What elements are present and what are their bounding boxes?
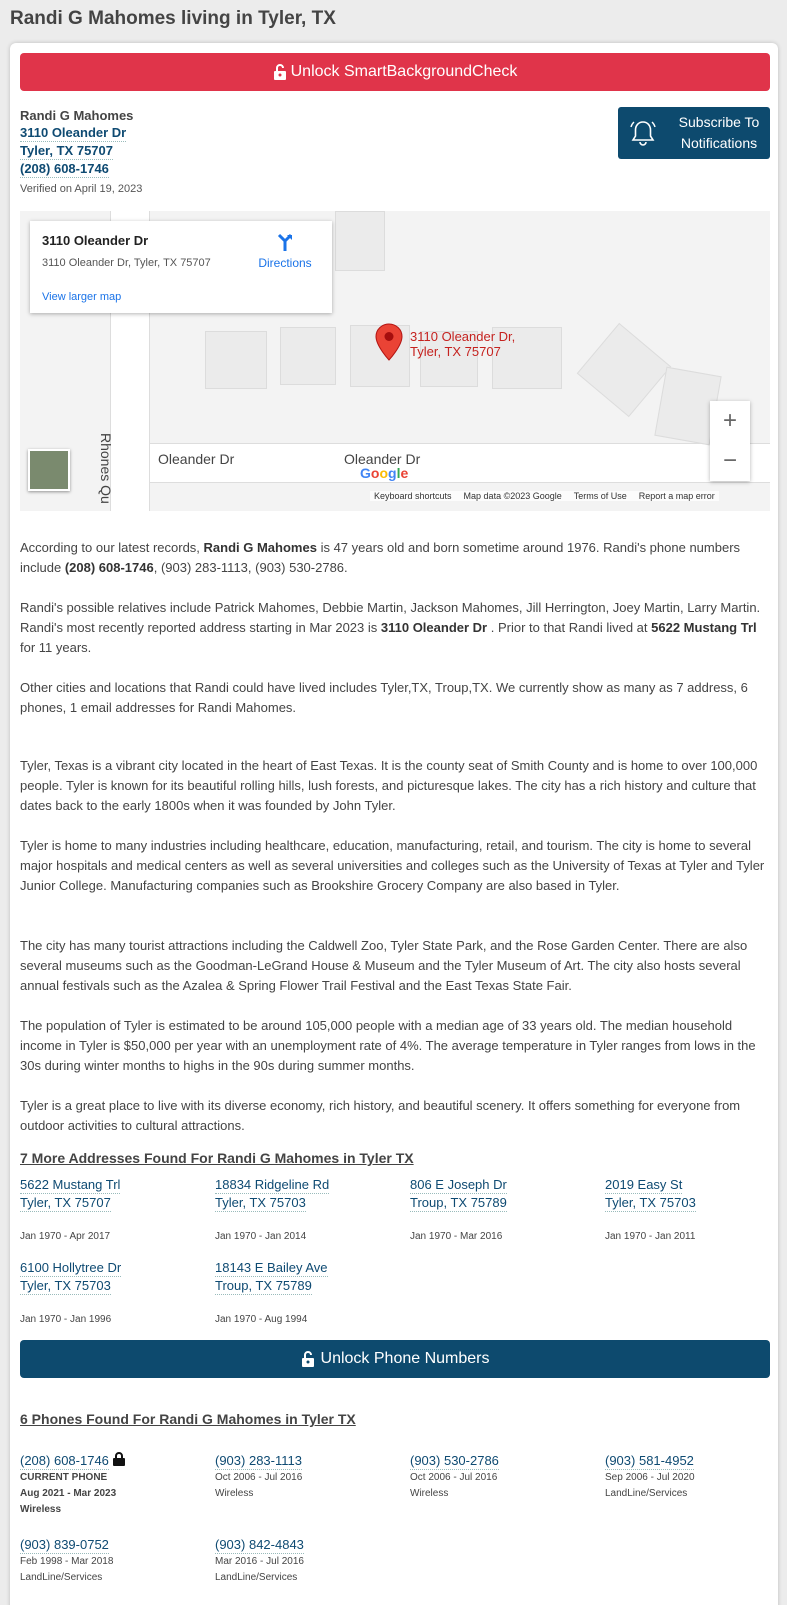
map-pin-line2: Tyler, TX 75707 (410, 344, 501, 359)
report-map-error-link[interactable]: Report a map error (638, 491, 715, 501)
phone-dates: Oct 2006 - Jul 2016 (410, 1472, 498, 1483)
city-paragraph-2: Tyler is home to many industries including healthcare, education, manufacturing, retail, and tourism. The city is home to several major hospitals and medical centers as well as several universities and colleges such as the University of Texas at Tyler and Tyler Junior College. Manufacturing companies such as Brookshire Grocery Company are also based in Tyler. (20, 838, 765, 893)
person-phone-link[interactable]: (208) 608-1746 (20, 161, 109, 176)
map-lot (577, 323, 672, 417)
map-footer (370, 491, 719, 501)
phone-type: LandLine/Services (215, 1572, 298, 1583)
subscribe-line2: Notifications (680, 135, 758, 151)
terms-of-use-link[interactable]: Terms of Use (573, 491, 627, 501)
phone-item[interactable] (410, 1452, 499, 1502)
directions-icon (275, 233, 295, 253)
current-phone-label: CURRENT PHONE (20, 1472, 108, 1483)
person-contact (20, 107, 133, 178)
map-lot (335, 211, 385, 271)
map-street-label-vertical: Rhones Qu (98, 433, 114, 504)
address-item[interactable]: 806 E Joseph Dr Troup, TX 75789 Jan 1970 - Mar 2016 (410, 1177, 507, 1242)
city-paragraph-3: The city has many tourist attractions including the Caldwell Zoo, Tyler State Park, and the Rose Garden Center. There are also several museums such as the Goodman-LeGrand House & Museum and the Tyler Museum of Art. The city also hosts several annual festivals such as the Azalea & Spring Flower Trail Festival and the East Texas State Fair. (20, 938, 748, 993)
unlock-background-check-label: Unlock SmartBackgroundCheck (290, 63, 518, 80)
map-road-horizontal (150, 443, 770, 483)
phone-item[interactable] (20, 1536, 113, 1586)
page-title: Randi G Mahomes living in Tyler, TX (10, 8, 336, 29)
phone-type: Wireless (215, 1488, 254, 1499)
address-item[interactable]: 6100 Hollytree Dr Tyler, TX 75703 Jan 1970 - Jan 1996 (20, 1260, 122, 1325)
phone-dates: Oct 2006 - Jul 2016 (215, 1472, 303, 1483)
zoom-in-button[interactable]: + (722, 407, 737, 434)
phone-dates: Mar 2016 - Jul 2016 (215, 1556, 304, 1567)
summary-paragraph-3: Other cities and locations that Randi could have lived includes Tyler,TX, Troup,TX. We currently show as many as 7 address, 6 phones, 1 email addresses for Randi Mahomes. (20, 680, 748, 715)
verified-date: Verified on April 19, 2023 (20, 183, 143, 195)
subscribe-notifications-button[interactable] (618, 107, 770, 159)
phone-number[interactable]: (903) 581-4952 (605, 1453, 694, 1468)
phone-number[interactable]: (903) 839-0752 (20, 1537, 109, 1552)
phone-type: LandLine/Services (605, 1488, 688, 1499)
phone-type: Wireless (410, 1488, 449, 1499)
address-item[interactable]: 2019 Easy St Tyler, TX 75703 Jan 1970 - Jan 2011 (605, 1177, 696, 1242)
map-street-label: Oleander Dr (344, 451, 421, 467)
phone-item[interactable] (20, 1452, 125, 1518)
addresses-section-title: 7 More Addresses Found For Randi G Mahomes in Tyler TX (20, 1150, 414, 1166)
phone-type: Wireless (20, 1504, 62, 1515)
map-pin-line1: 3110 Oleander Dr, (410, 329, 516, 344)
address-item[interactable]: 18834 Ridgeline Rd Tyler, TX 75703 Jan 1970 - Jan 2014 (215, 1177, 330, 1242)
address-item[interactable]: 18143 E Bailey Ave Troup, TX 75789 Jan 1970 - Aug 1994 (215, 1260, 328, 1325)
map-popup-title: 3110 Oleander Dr (42, 233, 149, 248)
city-paragraph-4: The population of Tyler is estimated to be around 105,000 people with a median age of 33 years old. The median household income in Tyler is $50,000 per year with an unemployment rate of 4%. The average temperature in Tyler ranges from lows in the 30s during winter months to highs in the 90s during summer months. (20, 1018, 756, 1073)
map-popup-address: 3110 Oleander Dr, Tyler, TX 75707 (42, 257, 211, 269)
person-street-link[interactable]: 3110 Oleander Dr (20, 125, 127, 140)
unlock-icon (273, 64, 287, 80)
phone-dates: Sep 2006 - Jul 2020 (605, 1472, 695, 1483)
unlock-phone-numbers-label: Unlock Phone Numbers (320, 1350, 490, 1367)
map-data-label: Map data ©2023 Google (463, 491, 562, 501)
city-paragraph-1: Tyler, Texas is a vibrant city located in the heart of East Texas. It is the county seat of Smith County and is home to over 100,000 people. Tyler is known for its beautiful rolling hills, lush forests, and picturesque lakes. The city has a rich history and culture that dates back to the early 1800s when it was founded by John Tyler. (20, 758, 758, 813)
person-name: Randi G Mahomes (20, 108, 134, 123)
phone-number[interactable]: (903) 530-2786 (410, 1453, 499, 1468)
unlock-icon (301, 1351, 315, 1367)
bell-icon (618, 119, 668, 147)
phone-number[interactable]: (903) 283-1113 (215, 1453, 302, 1468)
keyboard-shortcuts-link[interactable]: Keyboard shortcuts (374, 491, 452, 501)
directions-button[interactable] (254, 233, 316, 270)
google-logo: Google (360, 465, 409, 481)
map-lot (205, 331, 267, 389)
map[interactable] (20, 211, 770, 511)
phone-item[interactable] (215, 1536, 304, 1586)
unlock-background-check-button[interactable] (20, 53, 770, 91)
city-paragraph-5: Tyler is a great place to live with its diverse economy, rich history, and beautiful scenery. It offers something for everyone from outdoor activities to cultural attractions. (20, 1098, 741, 1133)
phone-item[interactable] (215, 1452, 302, 1502)
phones-section-title: 6 Phones Found For Randi G Mahomes in Tyler TX (20, 1411, 356, 1427)
map-pin-label (410, 329, 515, 359)
map-street-label: Oleander Dr (158, 451, 235, 467)
zoom-out-button[interactable]: − (722, 447, 737, 474)
map-info-popup (30, 221, 332, 313)
phone-dates: Feb 1998 - Mar 2018 (20, 1556, 114, 1567)
map-pin-icon[interactable] (375, 323, 403, 361)
phone-type: LandLine/Services (20, 1572, 103, 1583)
phone-dates: Aug 2021 - Mar 2023 (20, 1488, 117, 1499)
lock-icon (113, 1452, 125, 1466)
phone-item[interactable] (605, 1452, 695, 1502)
directions-label: Directions (258, 256, 312, 270)
phone-number[interactable]: (208) 608-1746 (20, 1453, 109, 1468)
unlock-phone-numbers-button[interactable] (20, 1340, 770, 1378)
map-zoom-control (710, 401, 750, 481)
satellite-toggle[interactable] (28, 449, 70, 491)
summary-paragraph-2: Randi's possible relatives include Patrick Mahomes, Debbie Martin, Jackson Mahomes, Jill Herrington, Joey Martin, Larry Martin. Randi's most recently reported address starting in Mar 2023 is 3110 Oleander Dr . Prior to that Randi lived at 5622 Mustang Trl for 11 years. (20, 600, 761, 655)
address-item[interactable]: 5622 Mustang Trl Tyler, TX 75707 Jan 1970 - Apr 2017 (20, 1177, 121, 1242)
view-larger-map-link[interactable]: View larger map (42, 291, 122, 303)
map-lot (280, 327, 336, 385)
person-city-link[interactable]: Tyler, TX 75707 (20, 143, 113, 158)
phone-number[interactable]: (903) 842-4843 (215, 1537, 304, 1552)
subscribe-line1: Subscribe To (678, 114, 760, 130)
summary-paragraph-1: According to our latest records, Randi G Mahomes is 47 years old and born sometime around 1976. Randi's phone numbers include (208) 608-1746, (903) 283-1113, (903) 530-2786. (20, 540, 741, 575)
